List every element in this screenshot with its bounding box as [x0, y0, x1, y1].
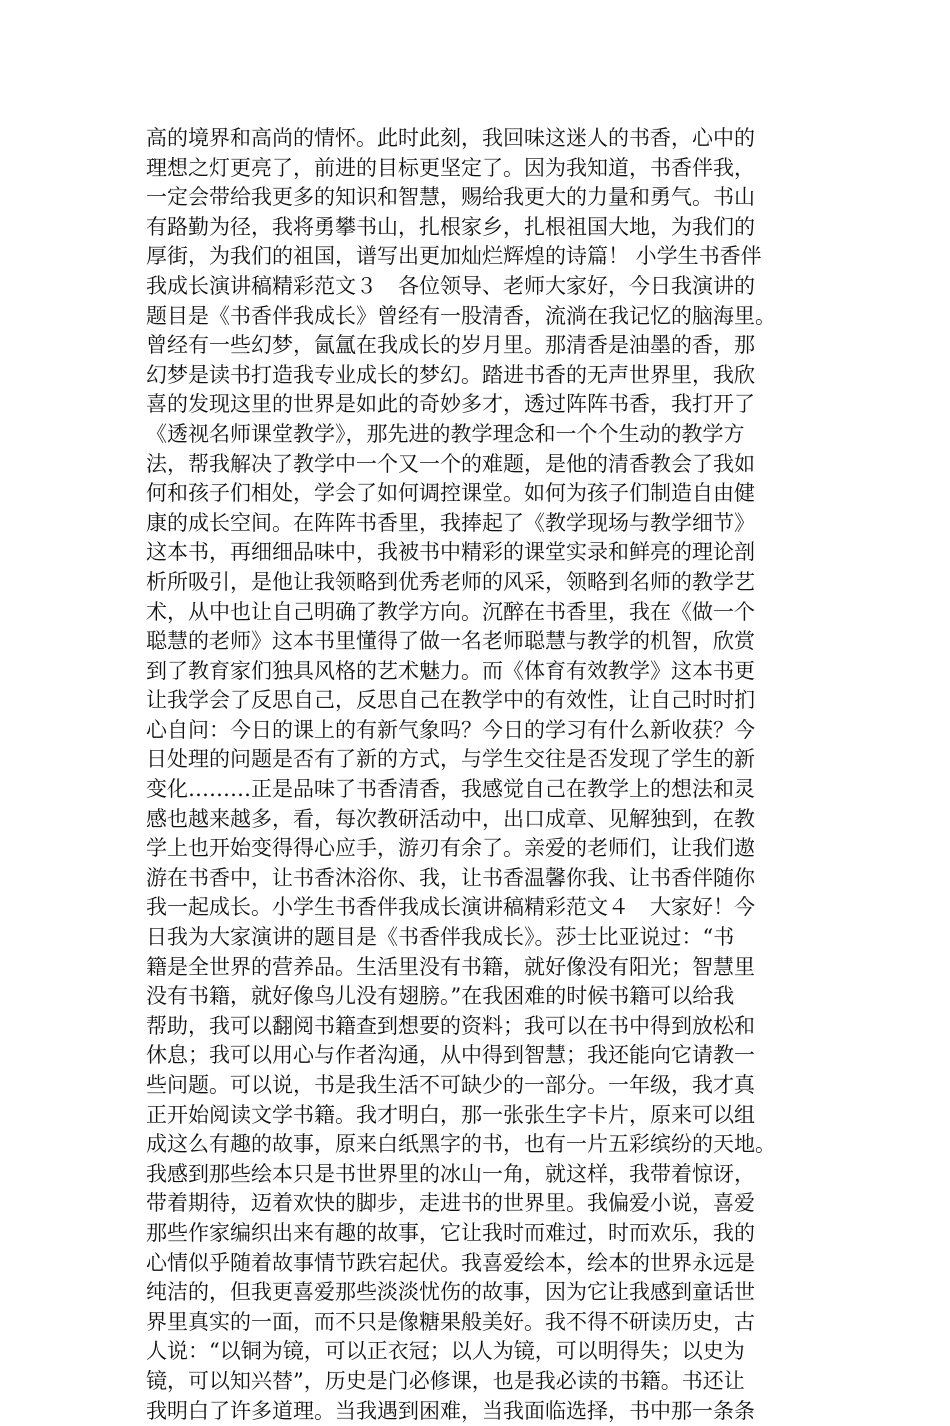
text-line: 一定会带给我更多的知识和智慧，赐给我更大的力量和勇气。书山: [146, 185, 755, 210]
text-line: 我成长演讲稿精彩范文３ 各位领导、老师大家好，今日我演讲的: [146, 273, 755, 298]
text-line: 休息；我可以用心与作者沟通，从中得到智慧；我还能向它请教一: [146, 1043, 755, 1068]
text-line: 有路勤为径，我将勇攀书山，扎根家乡，扎根祖国大地，为我们的: [146, 214, 755, 239]
text-line: 界里真实的一面，而不只是像糖果般美好。我不得不研读历史，古: [146, 1309, 755, 1334]
text-line: 我感到那些绘本只是书世界里的冰山一角，就这样，我带着惊讶，: [146, 1161, 755, 1186]
text-line: 游在书香中，让书香沐浴你、我，让书香温馨你我、让书香伴随你: [146, 865, 755, 890]
body-text: [146, 124, 812, 1426]
text-line: 聪慧的老师》这本书里懂得了做一名老师聪慧与教学的机智，欣赏: [146, 629, 755, 654]
text-line: 这本书，再细细品味中，我被书中精彩的课堂实录和鲜亮的理论剖: [146, 540, 755, 565]
text-line: 帮助，我可以翻阅书籍查到想要的资料；我可以在书中得到放松和: [146, 1013, 755, 1038]
text-line: 题目是《书香伴我成长》曾经有一股清香，流淌在我记忆的脑海里。: [146, 303, 776, 328]
text-line: 正开始阅读文学书籍。我才明白，那一张张生字卡片，原来可以组: [146, 1102, 755, 1127]
text-line: 厚街，为我们的祖国，谱写出更加灿烂辉煌的诗篇！ 小学生书香伴: [146, 244, 762, 269]
text-line: 那些作家编织出来有趣的故事，它让我时而难过，时而欢乐，我的: [146, 1220, 755, 1245]
text-line: 到了教育家们独具风格的艺术魅力。而《体育有效教学》这本书更: [146, 658, 755, 683]
text-line: 我明白了许多道理。当我遇到困难，当我面临选择，书中那一条条: [146, 1398, 755, 1423]
text-line: 幻梦是读书打造我专业成长的梦幻。踏进书香的无声世界里，我欣: [146, 362, 755, 387]
text-line: 镜，可以知兴替”，历史是门必修课，也是我必读的书籍。书还让: [146, 1368, 745, 1393]
text-line: 术，从中也让自己明确了教学方向。沉醉在书香里，我在《做一个: [146, 599, 755, 624]
text-line: 喜的发现这里的世界是如此的奇妙多才，透过阵阵书香，我打开了: [146, 392, 755, 417]
text-line: 没有书籍，就好像鸟儿没有翅膀。”在我困难的时候书籍可以给我: [146, 984, 735, 1009]
text-line: 《透视名师课堂教学》，那先进的教学理念和一个个生动的教学方: [146, 421, 745, 446]
text-line: 带着期待，迈着欢快的脚步，走进书的世界里。我偏爱小说，喜爱: [146, 1191, 755, 1216]
text-line: 人说：“以铜为镜，可以正衣冠；以人为镜，可以明得失；以史为: [146, 1339, 745, 1364]
text-line: 心情似乎随着故事情节跌宕起伏。我喜爱绘本，绘本的世界永远是: [146, 1250, 755, 1275]
text-line: 些问题。可以说，书是我生活不可缺少的一部分。一年级，我才真: [146, 1073, 755, 1097]
text-line: 籍是全世界的营养品。生活里没有书籍，就好像没有阳光；智慧里: [146, 954, 755, 979]
text-line: 让我学会了反思自己，反思自己在教学中的有效性，让自己时时扪: [146, 688, 755, 713]
text-line: 变化………正是品味了书香清香，我感觉自己在教学上的想法和灵: [146, 777, 755, 802]
text-line: 康的成长空间。在阵阵书香里，我捧起了《教学现场与教学细节》: [146, 510, 755, 535]
text-line: 法，帮我解决了教学中一个又一个的难题，是他的清香教会了我如: [146, 451, 755, 476]
text-line: 感也越来越多，看，每次教研活动中，出口成章、见解独到，在教: [146, 806, 755, 831]
text-line: 我一起成长。小学生书香伴我成长演讲稿精彩范文４ 大家好！今: [146, 895, 755, 920]
text-line: 成这么有趣的故事，原来白纸黑字的书，也有一片五彩缤纷的天地。: [146, 1132, 776, 1157]
text-line: 曾经有一些幻梦，氤氲在我成长的岁月里。那清香是油墨的香，那: [146, 333, 755, 358]
text-line: 析所吸引，是他让我领略到优秀老师的风采，领略到名师的教学艺: [146, 569, 755, 594]
text-line: 高的境界和高尚的情怀。此时此刻，我回味这迷人的书香，心中的: [146, 126, 755, 150]
text-line: 日我为大家演讲的题目是《书香伴我成长》。莎士比亚说过：“书: [146, 925, 735, 950]
text-line: 纯洁的，但我更喜爱那些淡淡忧伤的故事，因为它让我感到童话世: [146, 1280, 755, 1305]
text-line: 心自问：今日的课上的有新气象吗？今日的学习有什么新收获？今: [146, 717, 755, 742]
text-line: 学上也开始变得得心应手，游刃有余了。亲爱的老师们，让我们遨: [146, 836, 755, 861]
text-line: 理想之灯更亮了，前进的目标更坚定了。因为我知道，书香伴我，: [146, 155, 755, 180]
text-line: 日处理的问题是否有了新的方式，与学生交往是否发现了学生的新: [146, 747, 755, 772]
text-line: 何和孩子们相处，学会了如何调控课堂。如何为孩子们制造自由健: [146, 481, 755, 506]
